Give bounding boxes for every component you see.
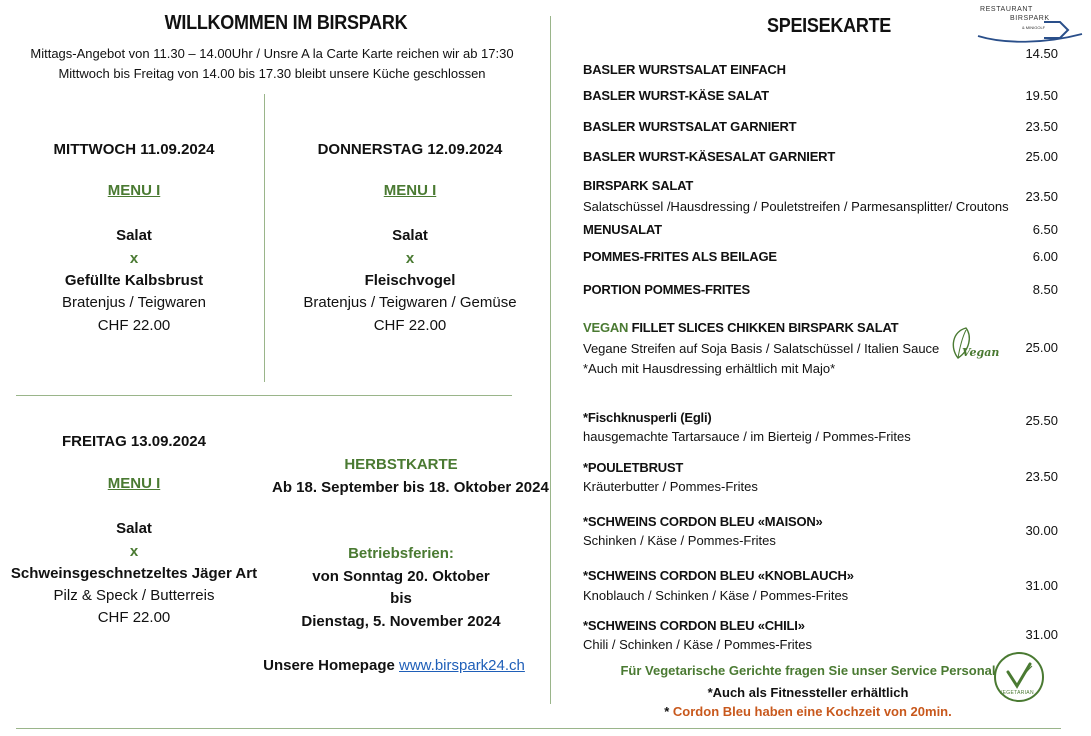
item-description-2: *Auch mit Hausdressing erhältlich mit Majo* — [583, 361, 836, 376]
dish-separator: x — [129, 543, 139, 560]
item-price: 8.50 — [1032, 282, 1058, 297]
vegetarian-badge-icon — [992, 650, 1046, 704]
vegetarian-note: Für Vegetarische Gerichte fragen Sie unser Service Personal — [620, 663, 996, 678]
item-title: BASLER WURSTSALAT GARNIERT — [583, 119, 797, 134]
dish-separator: x — [129, 250, 139, 267]
item-price: 14.50 — [1025, 46, 1058, 61]
item-description: Kräuterbutter / Pommes-Frites — [583, 479, 758, 494]
item-title: BASLER WURSTSALAT EINFACH — [583, 62, 786, 77]
center-divider — [550, 16, 551, 704]
item-price: 25.00 — [1025, 340, 1058, 355]
dish-main: Gefüllte Kalbsbrust — [64, 272, 204, 289]
restaurant-logo — [974, 4, 1086, 44]
cordon-note-text: Cordon Bleu haben eine Kochzeit von 20min. — [672, 704, 952, 719]
vegan-prefix: VEGAN — [583, 320, 629, 335]
herbst-title: HERBSTKARTE — [344, 456, 458, 473]
day-title: MITTWOCH 11.09.2024 — [53, 141, 215, 158]
dish-sides: Bratenjus / Teigwaren — [62, 294, 206, 311]
item-price: 6.50 — [1032, 222, 1058, 237]
homepage-label: Unsere Homepage — [263, 657, 395, 674]
logo-line-2: BIRSPARK — [1010, 15, 1050, 22]
ferien-line-3: Dienstag, 5. November 2024 — [301, 613, 501, 630]
item-description: Knoblauch / Schinken / Käse / Pommes-Frites — [583, 588, 849, 603]
item-price: 23.50 — [1025, 469, 1058, 484]
dish-price: CHF 22.00 — [373, 317, 447, 334]
herbst-dates: Ab 18. September bis 18. Oktober 2024 — [272, 479, 549, 496]
ferien-line-2: bis — [390, 590, 412, 607]
menu-link[interactable]: MENU I — [107, 475, 161, 492]
item-price: 23.50 — [1025, 189, 1058, 204]
item-description: Schinken / Käse / Pommes-Frites — [583, 533, 776, 548]
dish-starter: Salat — [392, 227, 428, 244]
info-line-1: Mittags-Angebot von 11.30 – 14.00Uhr / Unsre A la Carte Karte reichen wir ab 17:30 — [30, 46, 514, 61]
item-description: Chili / Schinken / Käse / Pommes-Frites — [583, 637, 813, 652]
day-title: FREITAG 13.09.2024 — [62, 433, 206, 450]
day-title: DONNERSTAG 12.09.2024 — [317, 141, 503, 158]
cordon-note — [590, 704, 1026, 719]
dish-starter: Salat — [116, 520, 152, 537]
menu-link[interactable]: MENU I — [107, 182, 161, 199]
ferien-line-1: von Sonntag 20. Oktober — [312, 568, 490, 585]
dish-starter: Salat — [116, 227, 152, 244]
dish-main: Fleischvogel — [364, 272, 456, 289]
item-price: 25.00 — [1025, 149, 1058, 164]
dish-separator: x — [405, 250, 415, 267]
item-description: hausgemachte Tartarsauce / im Bierteig / Pommes-Frites — [583, 429, 911, 444]
item-title: BASLER WURST-KÄSE SALAT — [583, 88, 769, 103]
item-description: Vegane Streifen auf Soja Basis / Salatschüssel / Italien Sauce — [583, 341, 940, 356]
ferien-title: Betriebsferien: — [348, 545, 454, 562]
dish-price: CHF 22.00 — [97, 609, 171, 626]
dish-price: CHF 22.00 — [97, 317, 171, 334]
page-title: WILLKOMMEN IM BIRSPARK — [164, 12, 408, 34]
item-price: 19.50 — [1025, 88, 1058, 103]
vegan-badge-label: Vegan — [962, 346, 1000, 359]
logo-line-3: & MINIGOLF — [1022, 25, 1046, 30]
item-title: *POULETBRUST — [583, 460, 684, 475]
vegan-badge-icon — [946, 322, 998, 364]
item-price: 6.00 — [1032, 249, 1058, 264]
dish-sides: Bratenjus / Teigwaren / Gemüse — [303, 294, 517, 311]
item-price: 25.50 — [1025, 413, 1058, 428]
days-bottom-divider — [16, 395, 512, 396]
homepage-line — [260, 657, 528, 674]
dish-sides: Pilz & Speck / Butterreis — [53, 587, 215, 604]
item-title: MENUSALAT — [583, 222, 662, 237]
item-price: 30.00 — [1025, 523, 1058, 538]
speisekarte-title: SPEISEKARTE — [766, 15, 892, 37]
vegan-item-name: FILLET SLICES CHIKKEN BIRSPARK SALAT — [631, 320, 899, 335]
item-title: BASLER WURST-KÄSESALAT GARNIERT — [583, 149, 836, 164]
item-title — [583, 320, 898, 335]
item-title: BIRSPARK SALAT — [583, 178, 694, 193]
item-title: *SCHWEINS CORDON BLEU «KNOBLAUCH» — [583, 568, 854, 583]
item-title: POMMES-FRITES ALS BEILAGE — [583, 249, 777, 264]
fitness-note: *Auch als Fitnessteller erhältlich — [707, 685, 909, 700]
item-title: *SCHWEINS CORDON BLEU «CHILI» — [583, 618, 805, 633]
menu-link[interactable]: MENU I — [383, 182, 437, 199]
item-price: 31.00 — [1025, 578, 1058, 593]
item-title: PORTION POMMES-FRITES — [583, 282, 750, 297]
info-line-2: Mittwoch bis Freitag von 14.00 bis 17.30 bleibt unsere Küche geschlossen — [58, 66, 486, 81]
item-description: Salatschüssel /Hausdressing / Pouletstreifen / Parmesansplitter/ Croutons — [583, 199, 1009, 214]
item-price: 23.50 — [1025, 119, 1058, 134]
dish-main: Schweinsgeschnetzeltes Jäger Art — [10, 565, 258, 582]
item-title: *Fischknusperli (Egli) — [583, 410, 712, 425]
page-bottom-divider — [16, 728, 1061, 729]
item-price: 31.00 — [1025, 627, 1058, 642]
cordon-note-star: * — [664, 704, 670, 719]
logo-swoosh-icon — [974, 4, 1086, 44]
vegetarian-badge-label: VEGETARIAN — [999, 690, 1034, 696]
item-title: *SCHWEINS CORDON BLEU «MAISON» — [583, 514, 823, 529]
logo-line-1: RESTAURANT — [980, 6, 1033, 13]
homepage-link[interactable]: www.birspark24.ch — [399, 657, 525, 674]
